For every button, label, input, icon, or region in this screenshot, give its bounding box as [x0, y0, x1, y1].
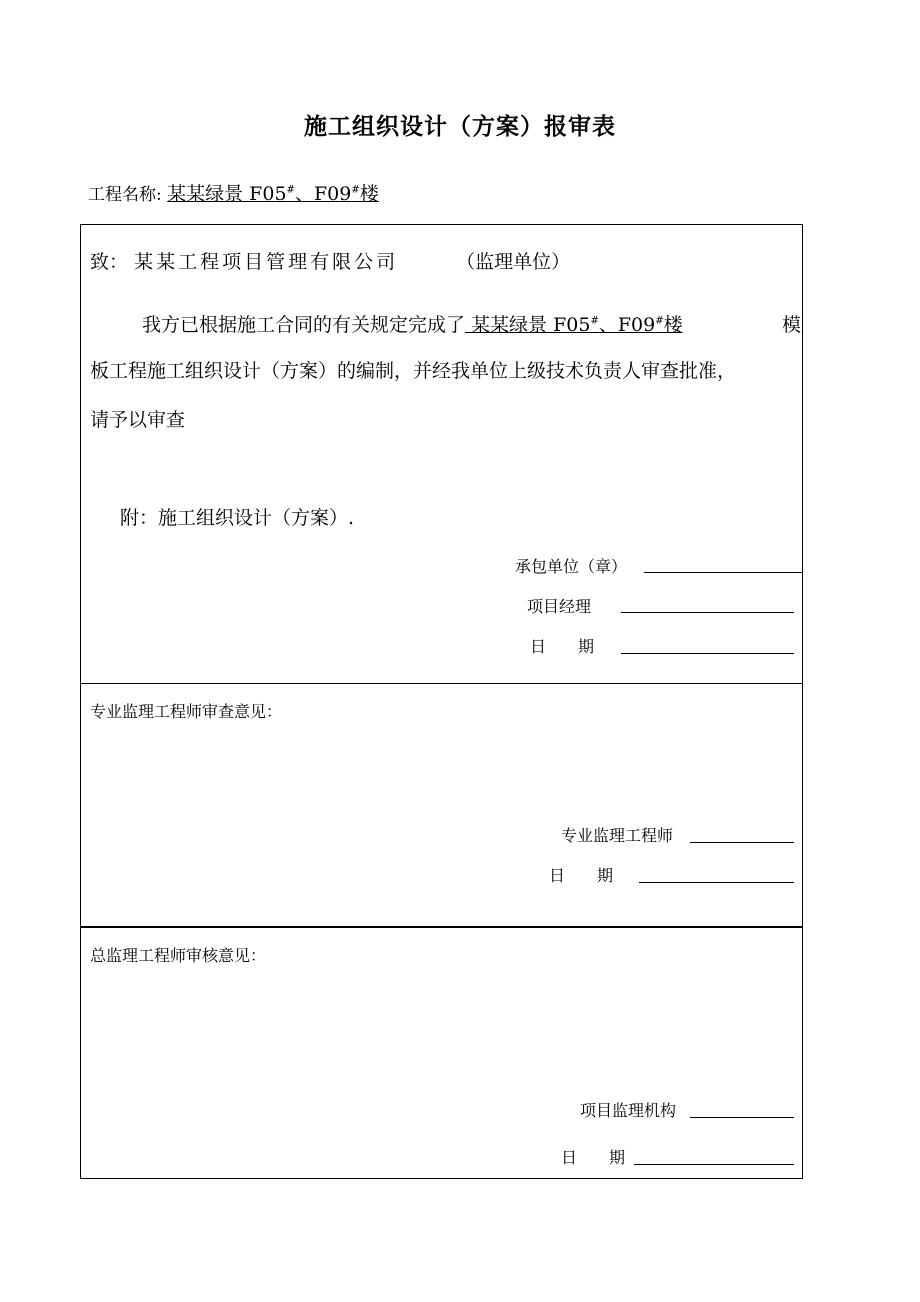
- contractor-date-label: 日 期: [530, 637, 595, 656]
- chief-opinion-label: 总监理工程师审核意见：: [90, 946, 267, 965]
- project-name-row: [88, 179, 379, 206]
- contractor-unit-line[interactable]: [644, 572, 802, 573]
- body-line-3: 请予以审查: [90, 409, 186, 431]
- addressee-prefix: 致：: [90, 251, 129, 273]
- project-manager-label: 项目经理: [527, 597, 592, 616]
- addressee-line: [90, 247, 570, 274]
- engineer-sign-line[interactable]: [690, 842, 794, 843]
- form-title: 施工组织设计（方案）报审表: [304, 113, 616, 140]
- body-line-2: 板工程施工组织设计（方案）的编制，并经我单位上级技术负责人审查批准，: [90, 360, 737, 382]
- body-project-name: 某某绿景 F05#、F09#楼: [465, 314, 683, 336]
- project-name-value: 某某绿景 F05#、F09#楼: [167, 183, 379, 205]
- contractor-unit-label: 承包单位（章）: [515, 557, 628, 576]
- supervision-org-line[interactable]: [690, 1117, 794, 1118]
- body-lead-text: 我方已根据施工合同的有关规定完成了: [142, 314, 466, 336]
- engineer-date-line[interactable]: [639, 882, 794, 883]
- supervisor-role: （监理单位）: [456, 251, 571, 273]
- body-line-1-tail: 模: [782, 314, 802, 336]
- engineer-opinion-label: 专业监理工程师审查意见：: [90, 702, 283, 721]
- engineer-date-label: 日 期: [549, 866, 614, 885]
- project-manager-line[interactable]: [621, 612, 794, 613]
- chief-date-label: 日 期: [561, 1148, 626, 1167]
- project-name-label: 工程名称:: [88, 185, 162, 205]
- chief-date-line[interactable]: [634, 1164, 794, 1165]
- supervision-org-label: 项目监理机构: [580, 1101, 677, 1120]
- engineer-sign-label: 专业监理工程师: [561, 826, 674, 845]
- contractor-date-line[interactable]: [621, 653, 794, 654]
- contractor-section: [80, 224, 803, 684]
- supervisor-company: 某某工程项目管理有限公司: [134, 251, 399, 273]
- body-line-1: [142, 310, 802, 337]
- attachment-note: 附：施工组织设计（方案）.: [120, 507, 355, 529]
